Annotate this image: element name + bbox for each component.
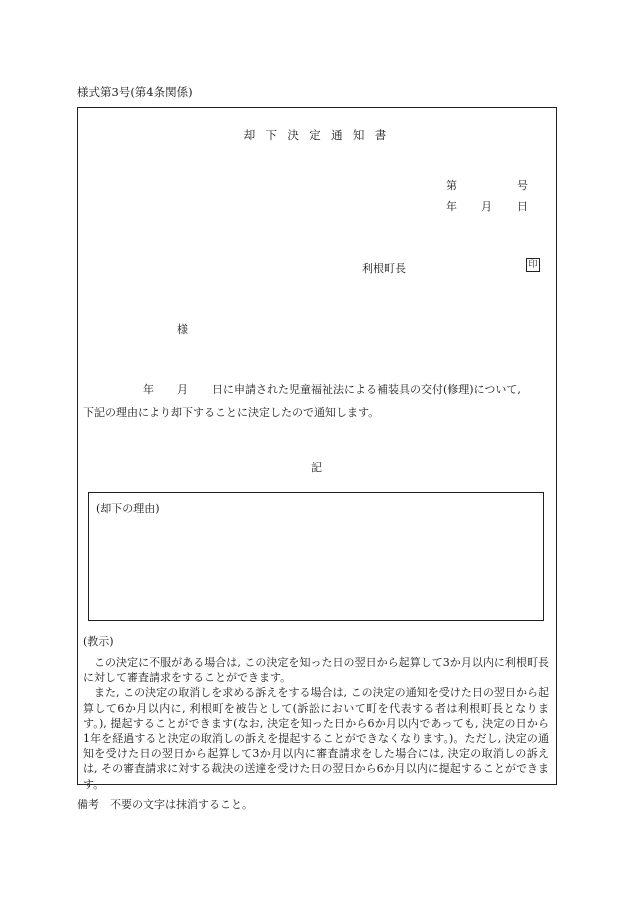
notice-body (83, 655, 549, 792)
date-day-label: 日 (517, 200, 528, 213)
ki-heading: 記 (311, 461, 322, 474)
issuer-name: 利根町長 (362, 262, 406, 275)
body-month-label: 月 (177, 383, 188, 396)
remarks: 備考 不要の文字は抹消すること。 (77, 798, 253, 811)
form-label: 様式第3号(第4条関係) (77, 85, 193, 99)
recipient-honorific: 様 (177, 323, 188, 336)
seal-mark: 印 (526, 258, 540, 272)
document-title: 却下決定通知書 (243, 128, 397, 142)
notice-paragraph-2: また, この決定の取消しを求める訴えをする場合は, この決定の通知を受けた日の翌日から起算して6か月以内に, 利根町を被告として(訴訟において町を代表する者は利根町長となります。), 提起することができます(なお, 決定を知った日から6か月以内であっても, 決定の日から1年を経過すると決定の取消しの訴えを提起することができなくなります。)。ただし, 決定の通知を受けた日の翌日から起算して3か月以内に審査請求をした場合には, 決定の取消しの訴えは, その審査請求に対する裁決の送達を受けた日の翌日から6か月以内に提起することができます。 (83, 686, 549, 791)
number-prefix: 第 (446, 179, 457, 192)
number-suffix: 号 (517, 179, 528, 192)
date-year-label: 年 (446, 200, 457, 213)
reason-label: (却下の理由) (96, 502, 160, 515)
notice-heading: (教示) (83, 635, 114, 648)
body-text-line2: 下記の理由により却下することに決定したので通知します。 (83, 406, 380, 419)
body-year-label: 年 (143, 383, 154, 396)
notice-paragraph-1: この決定に不服がある場合は, この決定を知った日の翌日から起算して3か月以内に利根町長に対して審査請求をすることができます。 (83, 656, 549, 685)
date-month-label: 月 (481, 200, 492, 213)
body-text-line1: 日に申請された児童福祉法による補装具の交付(修理)について, (212, 383, 521, 396)
